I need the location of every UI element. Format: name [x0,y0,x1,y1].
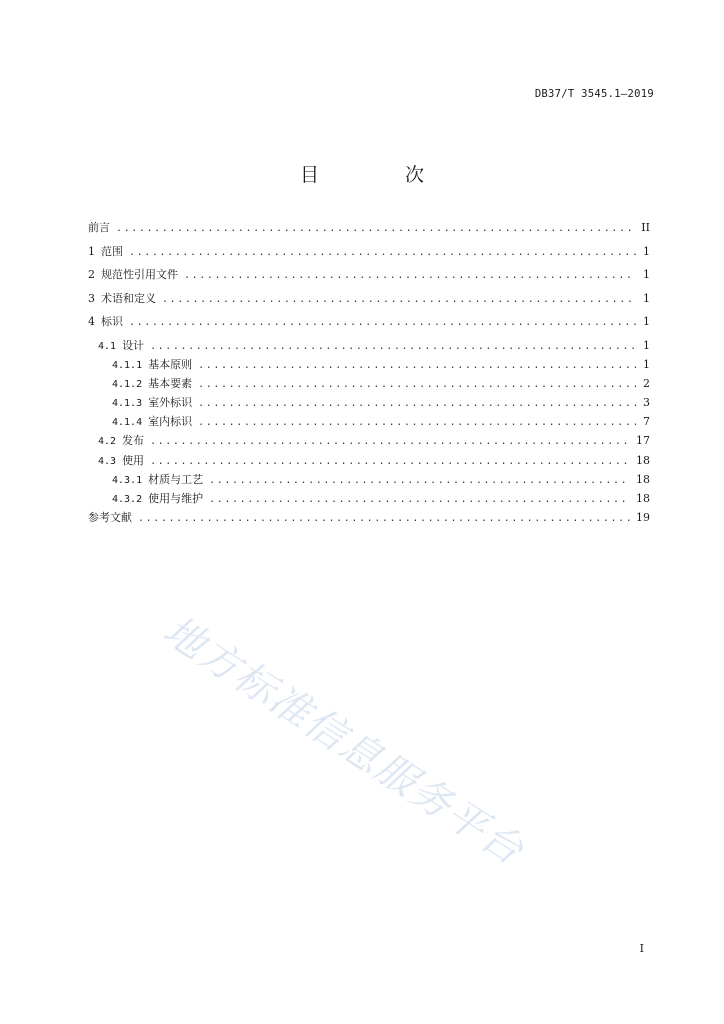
toc-entry-page: 3 [643,396,650,410]
toc-entry[interactable] [88,337,650,356]
toc-entry-number: 4.3 [98,455,117,467]
footer-page-number: I [639,942,644,955]
toc-entry-number: 4.1.2 [112,379,143,391]
toc-entry-label: 室外标识 [148,396,193,410]
toc-entry-number: 4.1 [98,340,117,352]
toc-entry-label: 前言 [88,221,110,234]
toc-entry-page: 2 [643,377,650,391]
toc-entry-label: 发布 [122,434,145,448]
toc-entry[interactable] [88,432,650,451]
toc-entry-page: 1 [643,268,650,282]
toc-entry-page: 1 [643,338,650,352]
toc-entry-number: 4.1.4 [112,417,143,429]
toc-leader-dots [162,294,636,305]
toc-entry-label: 术语和定义 [101,291,156,305]
toc-entry-page: 1 [643,358,650,372]
toc-entry[interactable] [88,413,650,432]
toc-entry[interactable] [88,219,650,243]
toc-entry-number: 4.1.1 [112,360,143,372]
toc-entry-label: 室内标识 [148,415,193,429]
toc-entry[interactable] [88,290,650,314]
toc-entry-label: 材质与工艺 [148,472,204,486]
toc-entry-label: 使用与维护 [148,491,204,505]
toc-leader-dots [150,456,630,467]
toc-entry[interactable] [88,313,650,337]
toc-leader-dots [129,317,636,328]
toc-entry-label: 使用 [122,453,145,467]
toc-leader-dots [150,341,636,352]
toc-entry-label: 范围 [101,244,123,258]
toc-leader-dots [209,494,630,505]
toc-entry-label: 设计 [122,338,145,352]
toc-entry-page: 18 [636,472,650,486]
toc-leader-dots [184,270,636,281]
toc-entry-label: 基本原则 [148,358,193,372]
toc-entry-number: 4.1.3 [112,398,143,410]
toc-entry-number: 2 [88,268,95,282]
toc-entry-page: 17 [636,434,650,448]
toc-entry-label: 基本要素 [148,377,193,391]
toc-entry-number: 4.3.2 [112,493,143,505]
toc-entry-number: 3 [88,291,95,305]
toc-leader-dots [209,475,630,486]
toc-entry-page: 1 [643,244,650,258]
toc-entry[interactable] [88,509,650,533]
toc-entry-page: 1 [643,315,650,329]
toc-entry-number: 4.3.1 [112,474,143,486]
toc-entry-page: 1 [643,291,650,305]
toc-entry-label: 参考文献 [88,510,132,524]
toc-leader-dots [198,417,636,428]
toc-entry[interactable] [88,266,650,290]
toc-leader-dots [129,247,636,258]
toc-entry-number: 1 [88,244,95,258]
toc-entry-label: 标识 [101,315,123,329]
toc-leader-dots [198,398,636,409]
toc-entry-page: 19 [636,510,650,524]
toc-leader-dots [150,436,630,447]
toc-leader-dots [198,379,636,390]
toc-leader-dots [198,360,636,371]
toc-entry[interactable] [88,490,650,509]
page-title: 目 次 [299,164,465,186]
toc-entry[interactable] [88,394,650,413]
toc-entry[interactable] [88,471,650,490]
toc-entry-page: II [641,221,650,234]
toc-entry[interactable] [88,375,650,394]
toc-entry-page: 18 [636,491,650,505]
toc-leader-dots [138,513,630,524]
toc-entry-page: 18 [636,453,650,467]
toc-entry-number: 4 [88,315,95,329]
toc-entry-number: 4.2 [98,436,117,448]
watermark: 地方标准信息服务平台 [155,607,533,875]
toc-leader-dots [116,223,635,234]
toc-entry-label: 规范性引用文件 [101,268,178,282]
toc-entry[interactable] [88,356,650,375]
toc-entry[interactable] [88,243,650,267]
table-of-contents [88,219,650,532]
toc-entry-page: 7 [643,415,650,429]
standard-code: DB37/T 3545.1—2019 [534,88,654,100]
toc-entry[interactable] [88,452,650,471]
